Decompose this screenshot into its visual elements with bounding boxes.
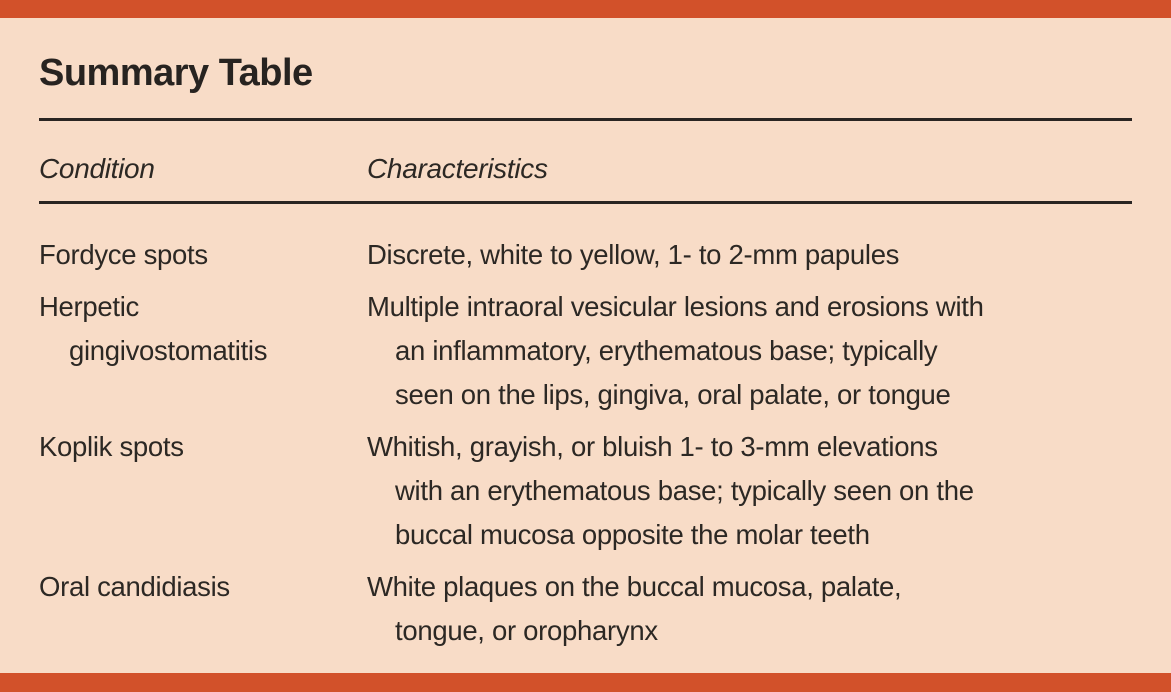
characteristics-cell: [367, 425, 1132, 557]
characteristics-text: seen on the lips, gingiva, oral palate, or tongue: [395, 379, 951, 410]
table-row-fordyce-spots: [39, 233, 1132, 277]
characteristics-text: tongue, or oropharynx: [395, 615, 658, 646]
characteristics-text: White plaques on the buccal mucosa, palate,: [367, 571, 902, 602]
characteristics-text: with an erythematous base; typically seen on the: [395, 475, 974, 506]
characteristics-cell: [367, 285, 1132, 417]
condition-text: Fordyce spots: [39, 239, 208, 270]
top-accent-bar: [0, 0, 1171, 18]
bottom-accent-bar: [0, 673, 1171, 692]
characteristics-cell: [367, 233, 1132, 277]
condition-cell: [39, 425, 367, 557]
characteristics-text: Multiple intraoral vesicular lesions and erosions with: [367, 291, 984, 322]
condition-cell: [39, 565, 367, 653]
page-title: Summary Table: [39, 52, 313, 94]
title-divider: [39, 118, 1132, 121]
column-header-condition: Condition: [39, 153, 155, 184]
header-divider: [39, 201, 1132, 204]
table-body: [39, 233, 1132, 653]
table-content: [0, 18, 1171, 673]
table-header-row: [39, 151, 1132, 187]
characteristics-text: an inflammatory, erythematous base; typically: [395, 335, 938, 366]
table-row-koplik-spots: [39, 425, 1132, 557]
condition-text: Koplik spots: [39, 431, 184, 462]
table-row-oral-candidiasis: [39, 565, 1132, 653]
condition-cell: [39, 233, 367, 277]
table-row-herpetic-gingivostomatitis: [39, 285, 1132, 417]
characteristics-text: buccal mucosa opposite the molar teeth: [395, 519, 870, 550]
condition-text: Herpetic: [39, 291, 139, 322]
characteristics-cell: [367, 565, 1132, 653]
characteristics-text: Discrete, white to yellow, 1- to 2-mm papules: [367, 239, 900, 270]
condition-cell: [39, 285, 367, 417]
column-header-characteristics: Characteristics: [367, 153, 548, 184]
condition-text: Oral candidiasis: [39, 571, 230, 602]
characteristics-text: Whitish, grayish, or bluish 1- to 3-mm elevations: [367, 431, 938, 462]
condition-text: gingivostomatitis: [69, 335, 268, 366]
